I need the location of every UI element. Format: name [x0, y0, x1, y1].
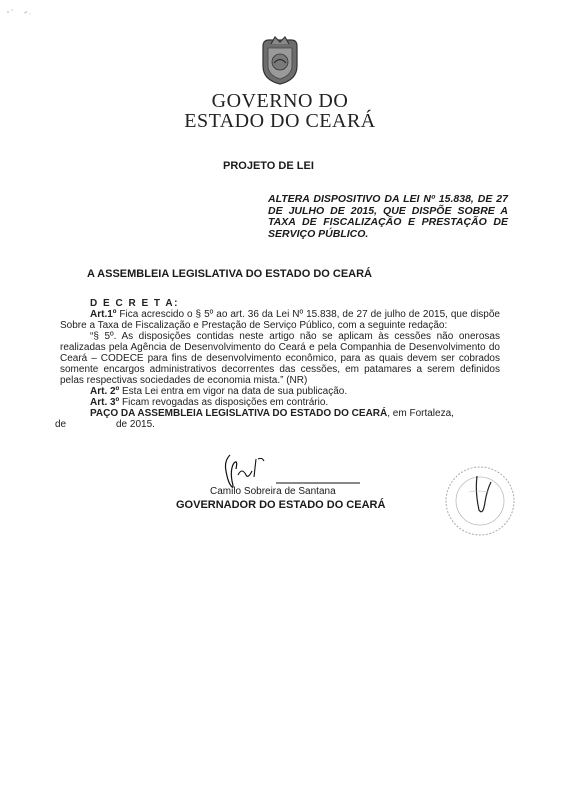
state-coat-of-arms-icon	[259, 36, 301, 86]
document-title: PROJETO DE LEI	[223, 160, 314, 172]
signer-name: Camilo Sobreira de Santana	[210, 486, 336, 497]
paragraph-5: “§ 5º. As disposições contidas neste artigo não se aplicam às cessões não onerosas realizadas pela Agência de Desenvolvimento do Ceará e pela Companhia de Desenvolvimento do Ceará – CODECE para fins de desenvolvimento econômico, para as quais devem ser cobrados somente encargos administrativos decorrentes das cessões, em patamares a serem definidos pelas respectivas sociedades de economia mista.” (NR)	[60, 331, 500, 386]
date-line	[55, 419, 500, 431]
ementa: ALTERA DISPOSITIVO DA LEI Nº 15.838, DE 27 DE JULHO DE 2015, QUE DISPÕE SOBRE A TAXA DE FISCALIZAÇÃO E PRESTAÇÃO DE SERVIÇO PÚBLICO.	[268, 193, 508, 240]
paco-rest: , em Fortaleza,	[387, 408, 454, 419]
scan-marks	[6, 6, 46, 20]
assembleia-heading: A ASSEMBLEIA LEGISLATIVA DO ESTADO DO CEARÁ	[87, 268, 372, 280]
paco-bold: PAÇO DA ASSEMBLEIA LEGISLATIVA DO ESTADO DO CEARÁ	[90, 408, 388, 419]
protocol-stamp	[441, 462, 519, 540]
paco-line	[60, 408, 500, 419]
signer-title: GOVERNADOR DO ESTADO DO CEARÁ	[176, 499, 386, 511]
article-3-text: Ficam revogadas as disposições em contrário.	[119, 397, 329, 408]
date-de-1: de	[55, 419, 67, 430]
article-1-label: Art.1º	[90, 309, 117, 320]
decreta: D E C R E T A:	[90, 298, 179, 309]
article-3	[60, 397, 500, 408]
header-governo: GOVERNO DO	[211, 90, 349, 112]
article-3-label: Art. 3º	[90, 397, 120, 408]
article-2-label: Art. 2º	[90, 386, 120, 397]
article-2	[60, 386, 500, 397]
date-de-2: de 2015.	[116, 419, 155, 430]
article-2-text: Esta Lei entra em vigor na data de sua publicação.	[119, 386, 348, 397]
document-body	[55, 298, 500, 431]
article-1-text: Fica acrescido o § 5º ao art. 36 da Lei Nº 15.838, de 27 de julho de 2015, que dispõe Sobre a Taxa de Fiscalização e Prestação de Serviço Público, com a seguinte redação:	[60, 309, 500, 331]
header-estado: ESTADO DO CEARÁ	[184, 110, 376, 132]
article-1	[60, 309, 500, 331]
